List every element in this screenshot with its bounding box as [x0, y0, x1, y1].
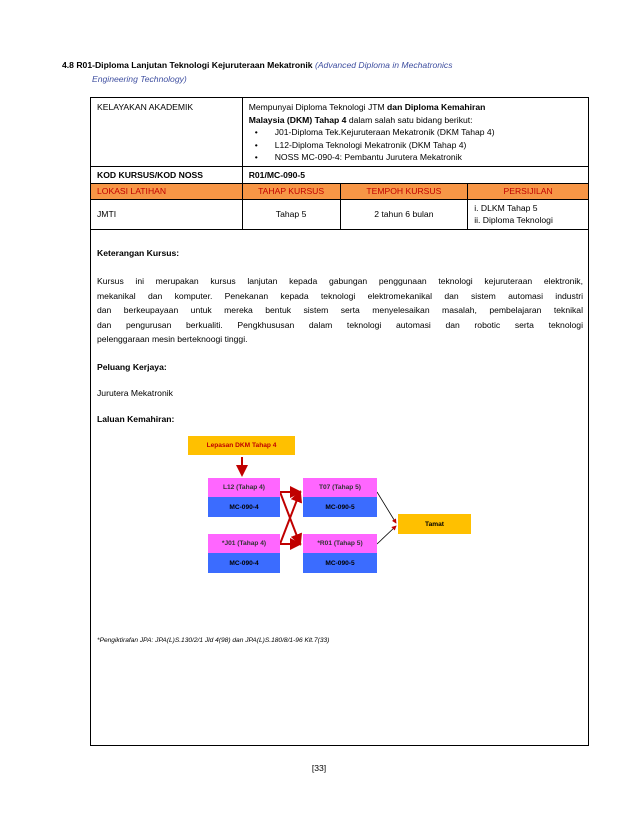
- peluang-heading: Peluang Kerjaya:: [97, 362, 167, 372]
- keterangan-line: dan berkeupayaan untuk mereka bentuk sistem serta menyelesaikan masalah, pembelajaran teknikal: [97, 305, 583, 316]
- tempoh-value: 2 tahun 6 bulan: [340, 199, 468, 229]
- kod-label: KOD KURSUS/KOD NOSS: [91, 166, 243, 184]
- keterangan-line: Kursus ini merupakan kursus lanjutan kepada gabungan penggunaan teknologi kejuruteraan elektronik,: [97, 276, 583, 286]
- node-l12-code: MC-090-4: [208, 497, 280, 517]
- section-number: 4.8: [62, 60, 74, 70]
- kelayakan-tail: dalam salah satu bidang berikut:: [346, 114, 473, 125]
- node-tamat: Tamat: [398, 514, 471, 534]
- peluang-text: Jurutera Mekatronik: [97, 388, 173, 398]
- header-tahap: TAHAP KURSUS: [242, 184, 340, 200]
- page-number: [33]: [311, 763, 327, 773]
- kelayakan-label: KELAYAKAN AKADEMIK: [91, 98, 243, 167]
- bullet-icon: •: [254, 139, 258, 150]
- footnote: *Pengiktirafan JPA: JPA(L)S.130/2/1 Jld 4(98) dan JPA(L)S.180/8/1-96 Klt.7(33): [97, 637, 330, 644]
- arrow-r01-to-tamat: [377, 526, 396, 544]
- tahap-value: Tahap 5: [242, 199, 340, 229]
- section-title: R01-Diploma Lanjutan Teknologi Kejuruteraan Mekatronik: [76, 60, 313, 70]
- laluan-heading: Laluan Kemahiran:: [97, 414, 175, 424]
- node-r01-code: MC-090-5: [303, 553, 377, 573]
- keterangan-line: dan pengurusan berkualiti. Pengkhususan dalam teknologi automasi dan robotic serta teknologi: [97, 319, 583, 330]
- kod-value: R01/MC-090-5: [242, 166, 588, 184]
- keterangan-line: mekanikal dan komputer. Penekanan kepada teknologi elektromekanikal dan sistem automasi industri: [97, 290, 583, 301]
- bullet-icon: •: [254, 127, 258, 137]
- header-lokasi: LOKASI LATIHAN: [91, 184, 243, 200]
- node-start: Lepasan DKM Tahap 4: [188, 436, 295, 455]
- section-title-english-cont: Engineering Technology): [92, 74, 187, 84]
- header-persijilan: PERSIJILAN: [468, 184, 589, 200]
- node-j01: *J01 (Tahap 4): [208, 534, 280, 553]
- kelayakan-bold-2: Malaysia (DKM) Tahap 4: [248, 114, 347, 125]
- keterangan-heading: Keterangan Kursus:: [97, 248, 180, 258]
- persijilan-item: i. DLKM Tahap 5: [474, 202, 538, 213]
- bullet-text: L12-Diploma Teknologi Mekatronik (DKM Tahap 4): [274, 139, 467, 150]
- keterangan-line: pelenggaraan mesin berteknoogi tinggi.: [97, 334, 248, 345]
- header-tempoh: TEMPOH KURSUS: [340, 184, 468, 200]
- bullet-text: J01-Diploma Tek.Kejuruteraan Mekatronik (DKM Tahap 4): [274, 127, 495, 137]
- lokasi-value: JMTI: [91, 199, 243, 229]
- section-title-english: (Advanced Diploma in Mechatronics: [314, 60, 453, 70]
- node-l12: L12 (Tahap 4): [208, 478, 280, 497]
- node-r01: *R01 (Tahap 5): [303, 534, 377, 553]
- node-t07: T07 (Tahap 5): [303, 478, 377, 497]
- arrow-t07-to-tamat: [377, 492, 396, 523]
- bullet-text: NOSS MC-090-4: Pembantu Jurutera Mekatronik: [274, 152, 462, 162]
- kelayakan-bold-1: dan Diploma Kemahiran: [387, 102, 486, 112]
- node-j01-code: MC-090-4: [208, 553, 280, 573]
- bullet-icon: •: [254, 152, 258, 162]
- persijilan-item: ii. Diploma Teknologi: [474, 215, 553, 225]
- node-t07-code: MC-090-5: [303, 497, 377, 517]
- kelayakan-text: Mempunyai Diploma Teknologi JTM: [248, 102, 388, 112]
